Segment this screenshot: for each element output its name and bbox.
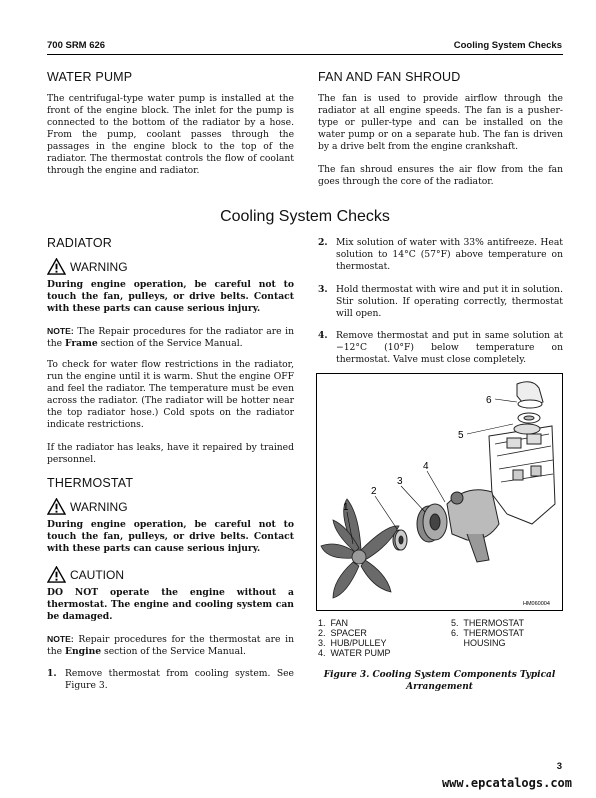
fan-paragraph-1: The fan is used to provide airflow through the radiator at all engine speeds. The fan is a pusher-type or puller-type and can be installed on the water pump or on a separate hub. The fan is driven by a drive belt from the engine crankshaft. bbox=[318, 93, 563, 152]
thermostat-warning-label: WARNING bbox=[70, 499, 128, 514]
legend-item: 5. THERMOSTAT bbox=[451, 618, 525, 628]
radiator-note-section: Frame bbox=[64, 338, 98, 349]
figure-caption bbox=[316, 669, 563, 693]
figure-code: HM060004 bbox=[523, 601, 550, 607]
caption-line-1: Figure 3. Cooling System Components Typical bbox=[323, 670, 556, 680]
step-text: Remove thermostat from cooling system. See Figure 3. bbox=[65, 668, 294, 691]
legend-item: 2. SPACER bbox=[318, 628, 367, 638]
step-4 bbox=[318, 330, 563, 366]
header-left: 700 SRM 626 bbox=[47, 40, 106, 51]
radiator-note bbox=[47, 325, 294, 350]
step-text: Mix solution of water with 33% antifreeze. Heat solution to 14°C (57°F) above temperature on thermostat. bbox=[336, 237, 563, 272]
header-rule bbox=[47, 54, 563, 55]
callout-3: 3 bbox=[397, 476, 403, 487]
warning-triangle-icon bbox=[47, 498, 66, 515]
radiator-heading: RADIATOR bbox=[47, 236, 113, 250]
figure-legend-right bbox=[451, 618, 524, 648]
legend-item: 6. THERMOSTAT bbox=[451, 628, 525, 638]
callout-1: 1 bbox=[343, 502, 349, 513]
thermostat-note bbox=[47, 633, 294, 658]
thermostat-note-label: NOTE: bbox=[47, 634, 74, 644]
thermostat-note-text: Repair procedures for the thermostat are in the bbox=[47, 634, 294, 657]
page-number: 3 bbox=[556, 761, 562, 772]
warning-triangle-icon bbox=[47, 258, 66, 275]
thermostat-caution bbox=[47, 566, 124, 583]
radiator-note-end: section of the Service Manual. bbox=[97, 338, 243, 349]
radiator-warning bbox=[47, 258, 128, 275]
thermostat-heading: THERMOSTAT bbox=[47, 476, 134, 490]
legend-item: 4. WATER PUMP bbox=[318, 648, 391, 658]
thermostat-note-end: section of the Service Manual. bbox=[101, 646, 246, 657]
header-right: Cooling System Checks bbox=[453, 40, 562, 51]
step-text: Remove thermostat and put in same solution at −12°C (10°F) below temperature on thermostat. Valve must close completely. bbox=[336, 330, 563, 365]
water-pump-heading: WATER PUMP bbox=[47, 70, 133, 84]
radiator-note-text: The Repair procedures for the radiator are in the bbox=[47, 326, 294, 349]
legend-item: 1. FAN bbox=[318, 618, 349, 628]
step-number: 3. bbox=[318, 284, 328, 295]
thermostat-note-section: Engine bbox=[64, 646, 102, 657]
callout-2: 2 bbox=[371, 486, 377, 497]
fan-shape bbox=[321, 499, 399, 598]
radiator-note-label: NOTE: bbox=[47, 326, 74, 336]
thermostat-caution-label: CAUTION bbox=[70, 567, 124, 582]
thermostat-warning-text: During engine operation, be careful not to touch the fan, pulleys, or drive belts. Contact with these parts can cause serious injury. bbox=[47, 519, 294, 554]
fan-heading: FAN AND FAN SHROUD bbox=[318, 70, 461, 84]
step-number: 4. bbox=[318, 330, 328, 341]
fan-paragraph-2: The fan shroud ensures the air flow from the fan goes through the core of the radiator. bbox=[318, 164, 563, 187]
radiator-warning-text: During engine operation, be careful not to touch the fan, pulleys, or drive belts. Contact with these parts can cause serious injury. bbox=[47, 279, 294, 314]
cooling-system-illustration bbox=[317, 374, 562, 610]
callout-4: 4 bbox=[423, 461, 429, 472]
thermostat-warning bbox=[47, 498, 128, 515]
legend-item: HOUSING bbox=[451, 638, 506, 648]
radiator-paragraph-1: To check for water flow restrictions in the radiator, run the engine until it is warm. Shut the engine OFF and feel the radiator. The temperature must be even across the radiator. (The radiator will be hotter near the top radiator hose.) Cold spots on the radiator indicate restrictions. bbox=[47, 359, 294, 430]
footer-url[interactable]: www.epcatalogs.com bbox=[441, 776, 572, 790]
callout-6: 6 bbox=[486, 395, 492, 406]
caption-line-2: Arrangement bbox=[406, 682, 473, 692]
step-1 bbox=[47, 668, 294, 692]
figure-legend-left bbox=[318, 618, 391, 658]
radiator-paragraph-2: If the radiator has leaks, have it repaired by trained personnel. bbox=[47, 442, 294, 465]
radiator-warning-label: WARNING bbox=[70, 259, 128, 274]
caution-triangle-icon bbox=[47, 566, 66, 583]
figure-3-frame bbox=[316, 373, 563, 611]
step-2 bbox=[318, 237, 563, 273]
water-pump-body: The centrifugal-type water pump is installed at the front of the engine block. The inlet for the pump is connected to the bottom of the radiator by a hose. From the pump, coolant passes through the passages in the engine block to the top of the radiator. The thermostat controls the flow of coolant through the engine and radiator. bbox=[47, 93, 294, 176]
step-number: 2. bbox=[318, 237, 328, 248]
callout-5: 5 bbox=[458, 430, 464, 441]
step-number: 1. bbox=[47, 668, 57, 679]
thermostat-caution-text: DO NOT operate the engine without a thermostat. The engine and cooling system can be damaged. bbox=[47, 587, 294, 622]
step-text: Hold thermostat with wire and put it in solution. Stir solution. If operating correctly, thermostat will open. bbox=[336, 284, 563, 319]
section-title: Cooling System Checks bbox=[220, 208, 390, 225]
step-3 bbox=[318, 284, 563, 320]
legend-item: 3. HUB/PULLEY bbox=[318, 638, 387, 648]
